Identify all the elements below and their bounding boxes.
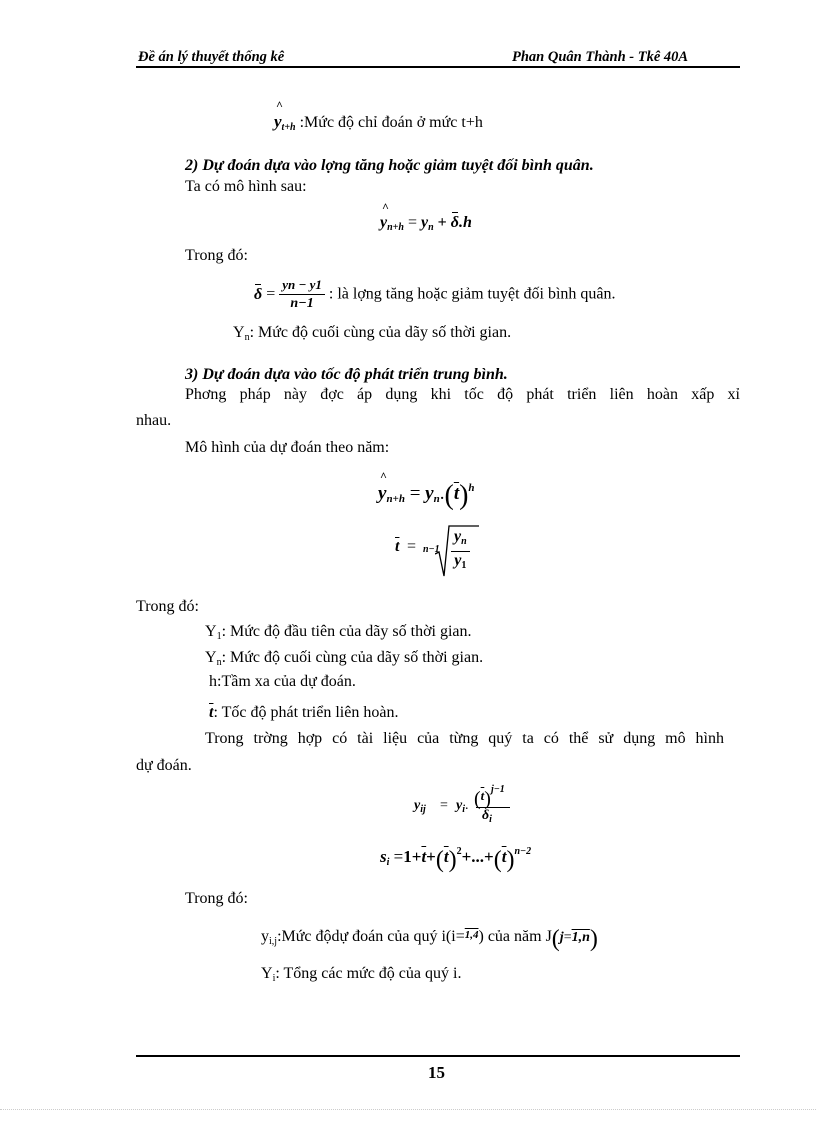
header-left: Đề án lý thuyết thống kê: [138, 49, 285, 65]
def-y1: $Y_1$: Mức độ đầu tiên của dãy số thời gian.: [205, 623, 472, 642]
mean-rate-t: $\overline{t}$: [395, 538, 400, 555]
growth-yn-sub: n: [433, 493, 440, 505]
formula-sum: $s_i =1+\overline{t}+(\overline{t})^2+...+(\overline{t})^{n-2}$: [380, 846, 532, 873]
formula-eq: =: [407, 214, 417, 231]
forecast-definition: [274, 112, 483, 133]
formula-yn: y: [420, 214, 429, 231]
formula-plus: +: [437, 214, 447, 231]
growth-lhs: ^ y: [378, 483, 386, 505]
section2-heading: 2) Dự đoán dựa vào lợng tăng hoặc giảm tuyệt đối bình quân.: [185, 157, 594, 174]
section3-paragraph-line1: Phơng pháp này đợc áp dụng khi tốc độ phát triển liên hoàn xấp xỉ: [185, 386, 740, 403]
yn-sub: n: [244, 332, 250, 343]
quarter-lhs: $y_{ij}$: [414, 798, 426, 815]
section3-paragraph-line2: nhau.: [136, 412, 172, 429]
section3-heading: 3) Dự đoán dựa vào tốc độ phát triển trung bình.: [185, 366, 508, 383]
mean-rate-denominator: $y_1$: [454, 552, 467, 571]
quarter-line1: Trong trờng hợp có tài liệu của từng quý ta có thể sử dụng mô hình: [205, 730, 724, 747]
footer-rule: [136, 1055, 740, 1057]
delta-denominator: n−1: [290, 296, 314, 311]
delta-definition: [254, 276, 616, 313]
formula-growth-rate: ^ $y_{n+h} = y_n.(\overline{t})^h$: [378, 480, 475, 512]
def-yij: $y_{i,j}:Mức$ độdự đoán của quý i(i=1,4) của năm J(j=1,n): [261, 926, 598, 952]
growth-t: $\overline{t}$: [453, 483, 460, 504]
quarter-denominator: $\delta_i$: [482, 808, 492, 825]
delta-numerator: yn − y1: [279, 276, 325, 295]
section3-model-label: Mô hình của dự đoán theo năm:: [185, 439, 390, 456]
formula-h: .h: [458, 214, 472, 231]
def-yi: $Y_i$: Tổng các mức độ của quý i.: [261, 965, 462, 984]
mean-rate-eq: =: [407, 538, 417, 555]
bottom-dotted-line: [0, 1109, 816, 1111]
section2-where: Trong đó:: [185, 247, 248, 264]
header-right: Phan Quân Thành - Tkê 40A: [512, 49, 689, 65]
def-t: $\overline{t}$: Tốc độ phát triển liên hoàn.: [209, 704, 399, 721]
quarter-line2: dự đoán.: [136, 757, 192, 774]
formula-delta: δ: [450, 214, 459, 231]
section3-where: Trong đó:: [136, 598, 199, 615]
formula-yn-sub: n: [428, 222, 434, 233]
growth-dot: .: [439, 483, 445, 504]
mean-rate-numerator: $y_n$: [451, 528, 470, 552]
formula-absolute-change: [380, 214, 472, 233]
quarter-yi: $y_i$.: [456, 798, 469, 815]
y-hat-subscript: t+h: [281, 122, 296, 133]
forecast-definition-text: :Mức độ chỉ đoán ở mức t+h: [299, 114, 483, 131]
def-h: h:Tầm xa của dự đoán.: [209, 673, 356, 690]
mean-rate-fraction: [451, 528, 470, 575]
page-number: 15: [428, 1063, 445, 1082]
delta-symbol: δ: [254, 285, 263, 303]
delta-fraction: [279, 276, 325, 313]
formula-lhs: ^ y: [380, 214, 387, 232]
mean-rate-root-index: n−1: [423, 544, 440, 555]
section3-where2: Trong đó:: [185, 890, 248, 907]
delta-definition-text: : là lợng tăng hoặc giảm tuyệt đối bình quân.: [328, 285, 616, 303]
formula-lhs-sub: n+h: [387, 222, 404, 233]
yn-symbol: Y: [233, 324, 245, 341]
growth-yn: y: [425, 483, 434, 504]
quarter-numerator: $(\overline{t})^{j-1}$: [474, 784, 505, 810]
section2-intro: Ta có mô hình sau:: [185, 178, 307, 195]
growth-power: h: [468, 482, 475, 494]
yn-text: : Mức độ cuối cùng của dãy số thời gian.: [249, 324, 512, 341]
y-hat-symbol: ^ y: [274, 112, 282, 132]
quarter-eq: =: [440, 798, 448, 813]
delta-eq: =: [266, 285, 276, 303]
yn-definition: [233, 324, 511, 343]
growth-eq: =: [409, 483, 421, 504]
growth-lhs-sub: n+h: [386, 493, 405, 505]
def-yn: $Y_n$: Mức độ cuối cùng của dãy số thời gian.: [205, 649, 484, 668]
header-rule: [136, 66, 740, 68]
